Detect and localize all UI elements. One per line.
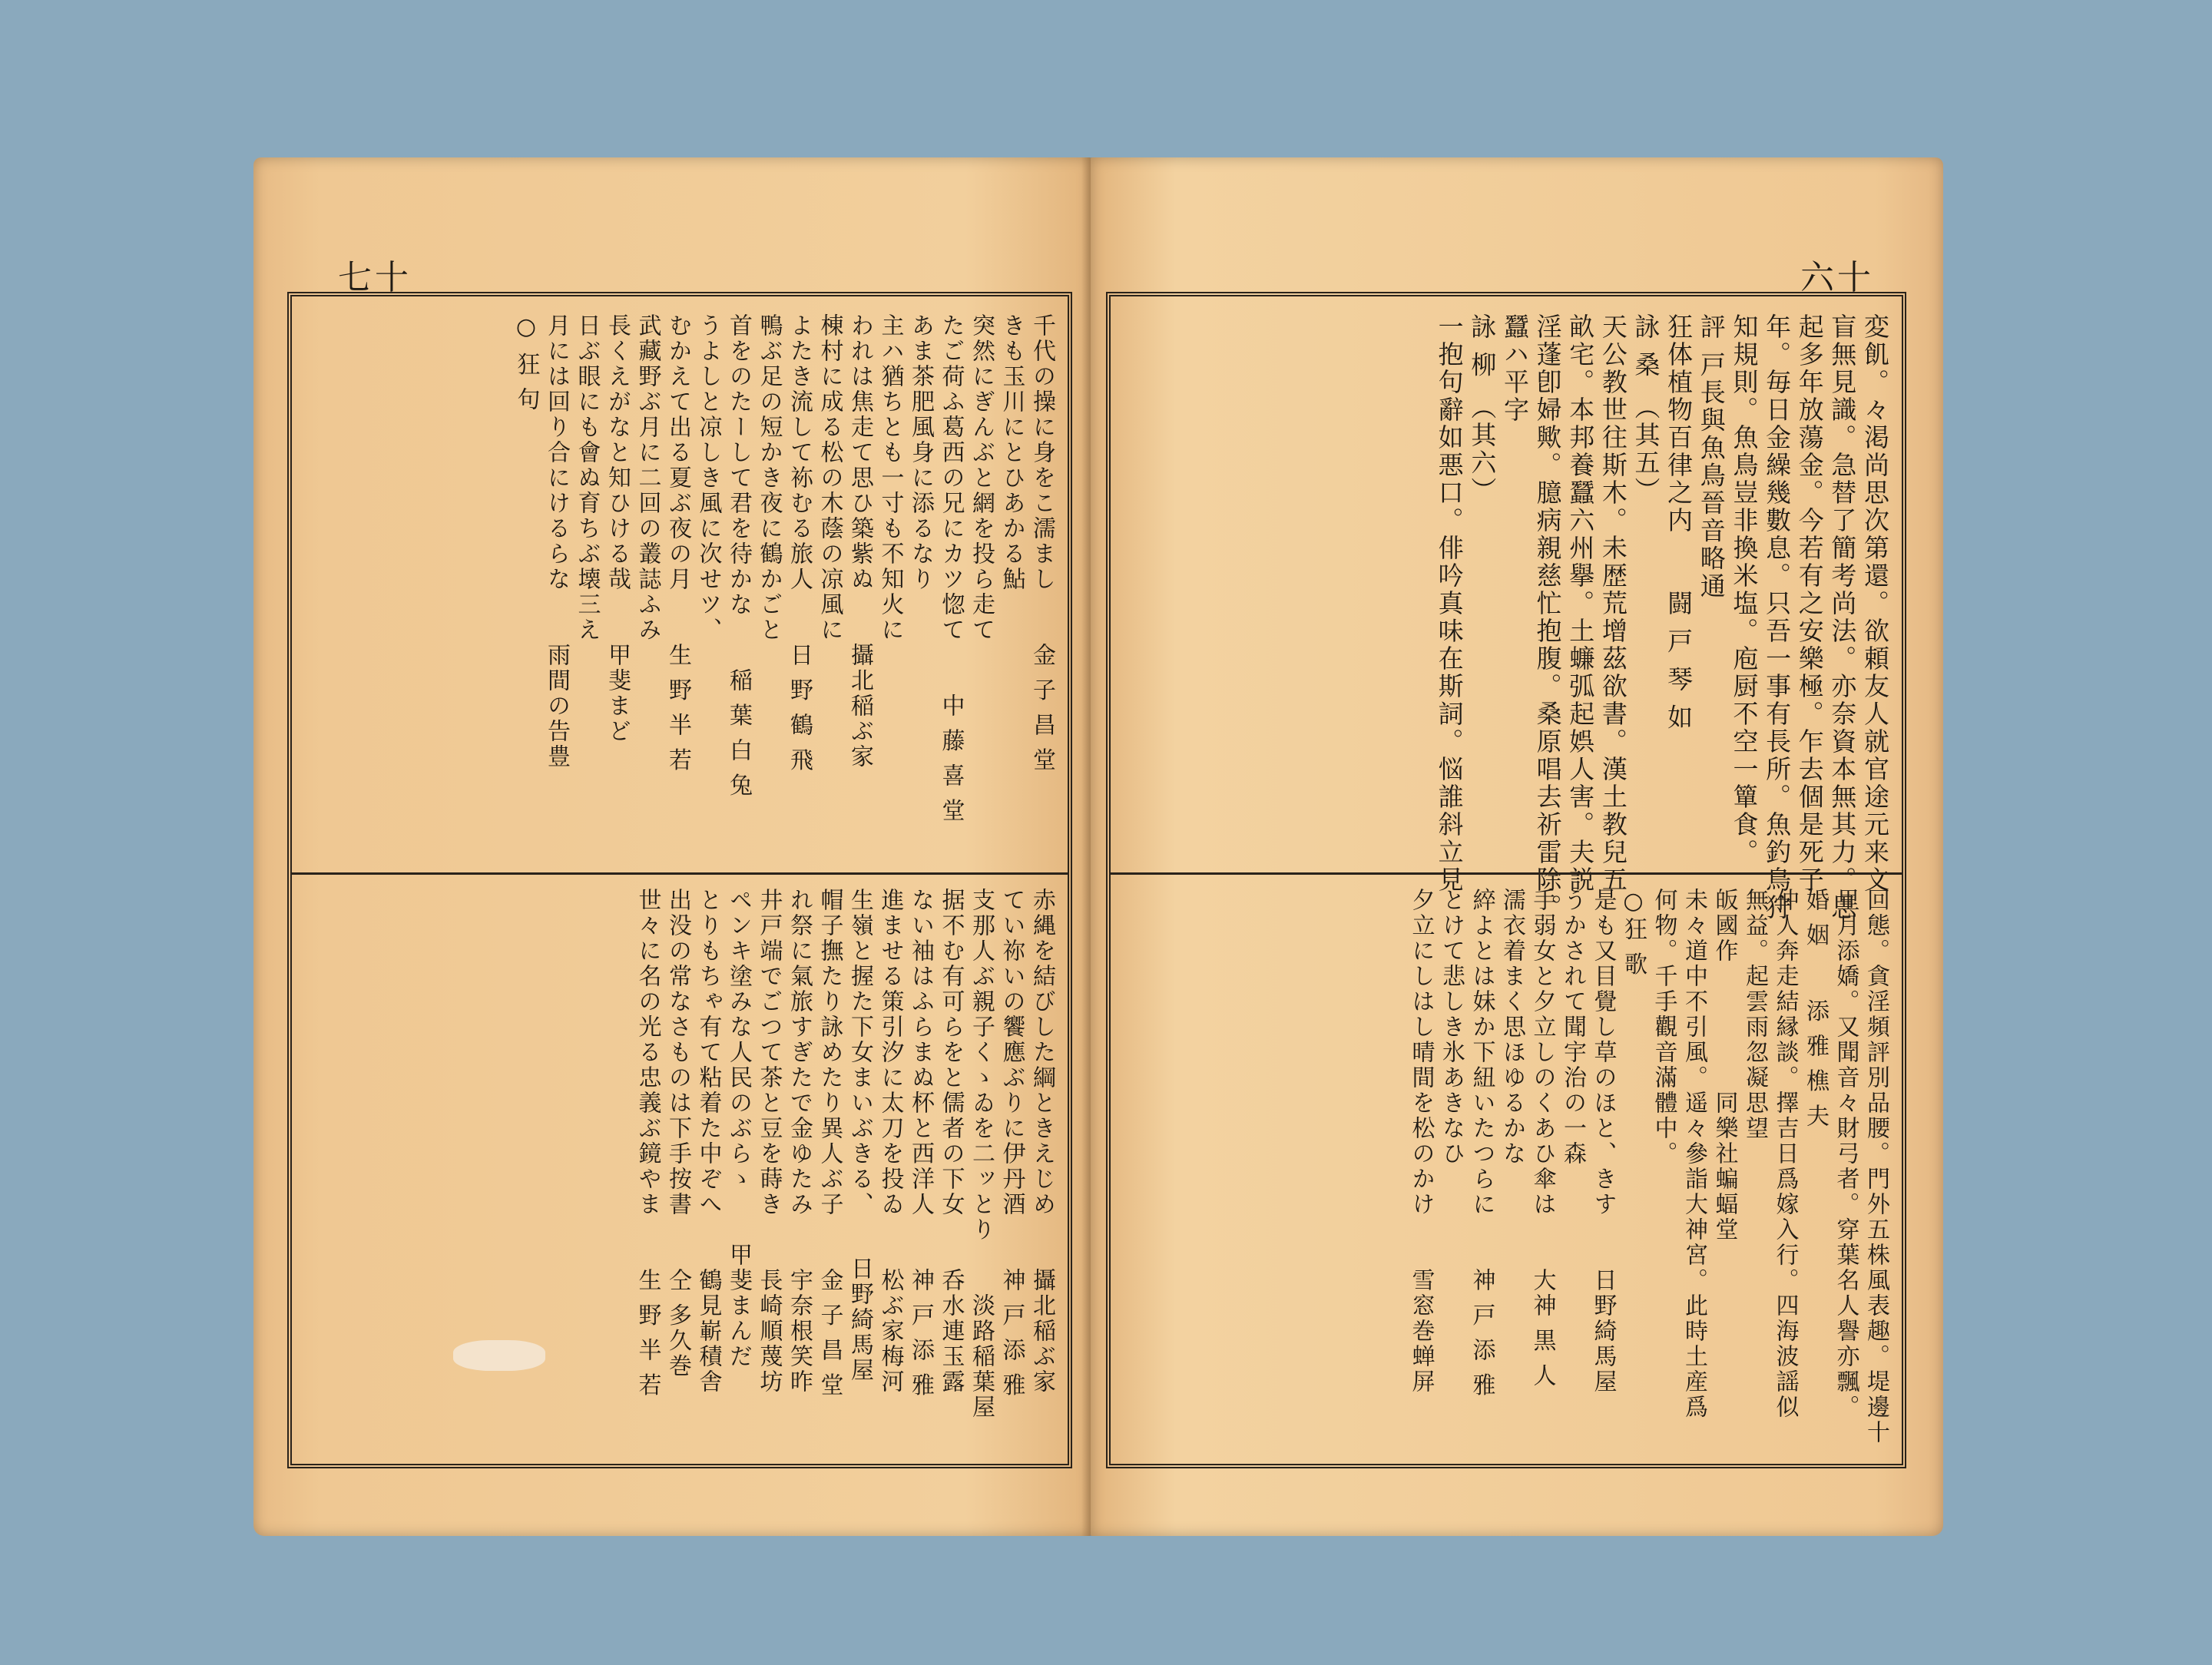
text-column: 支那人ぶ親子くゝゐを二ッとり 淡路稲葉屋 — [968, 888, 995, 1420]
left-top-section — [303, 313, 1057, 866]
text-column: 武藏野ぶ月に二回の叢誌ふみ — [634, 313, 661, 643]
left-bottom-section — [303, 888, 1057, 1456]
text-column: 仲人奔走結縁談。擇吉日爲嫁入行。四海波謡似 — [1771, 888, 1799, 1420]
text-column: 皈國作 同樂社蝙蝠堂 — [1710, 888, 1738, 1243]
left-text-frame — [287, 292, 1072, 1468]
left-page — [253, 157, 1091, 1536]
paper-damage — [453, 1340, 545, 1371]
text-column: 婚 姻 添 雅 樵 夫 — [1802, 888, 1829, 1130]
text-column: 主ハ猶ちとも一寸も不知火に — [876, 313, 904, 643]
text-column: 評 戸長與魚鳥晉音略通 — [1696, 313, 1727, 601]
text-column: われは焦走て思ひ築紫ぬ 攝北稲ぶ家 — [846, 313, 873, 770]
text-column: ない袖はふらまぬ杯と西洋人 神 戸 添 雅 — [907, 888, 934, 1399]
text-column: 手弱女と夕立しのくあひ傘は 大神 黒 人 — [1528, 888, 1556, 1389]
text-column: 年。毎日金繰幾數息。只吾一事有長所。魚釣鳥狩 — [1762, 313, 1793, 922]
text-column: とりもちゃ有て粘着た中ぞへ 鶴見嶄積舎 — [694, 888, 722, 1395]
right-bottom-section — [1121, 888, 1891, 1456]
text-column: ○ 狂 句 — [512, 313, 540, 413]
right-text-frame — [1106, 292, 1906, 1468]
text-column: たご荷ふ葛西の兄にカツ惚て 中 藤 喜 堂 — [937, 313, 965, 824]
text-column: 首をのたーして君を待かな 稲 葉 白 兔 — [725, 313, 752, 799]
text-column: 夕立にしはし晴間を松のかけ 雪窓巻蝉屏 — [1407, 888, 1435, 1395]
text-column: 出没の常なさものは下手按書 仝 多久巻 — [664, 888, 691, 1379]
text-column: 世々に名の光る忠義ぶ鏡やま 生 野 半 若 — [634, 888, 661, 1399]
text-column: 狂体植物百律之内 闘 戸 琴 如 — [1664, 313, 1694, 732]
text-column: よたき流して袮むる旅人 日 野 鶴 飛 — [786, 313, 813, 773]
text-column: 鴨ぶ足の短かき夜に鶴かごと — [755, 313, 783, 643]
text-column: うかされて聞宇治の一森 — [1559, 888, 1586, 1167]
text-column: 知規則。魚鳥豈非換米塩。庖厨不空一簞食。 — [1729, 313, 1760, 866]
text-column: 一抱句辭如悪口。俳吟真味在斯詞。悩誰斜立見 — [1434, 313, 1465, 894]
text-column: 畝宅。本邦養蠶六州擧。土蠊弧起娯人害。夫説 — [1565, 313, 1596, 894]
text-column: むかえて出る夏ぶ夜の月 生 野 半 若 — [664, 313, 691, 773]
text-column: 井戸端でごつて茶と豆を蒔き 長崎順蔑坊 — [755, 888, 783, 1395]
text-column: れ祭に氣旅すぎたで金ゆたみ 宇奈根笑昨 — [786, 888, 813, 1395]
right-page-number: 六十 — [1800, 258, 1874, 297]
right-top-section — [1121, 313, 1891, 922]
text-column: 綷よとは妹か下紐いたつらに 神 戸 添 雅 — [1468, 888, 1495, 1399]
text-column: 淫蓬卽婦歟。臆病親慈忙抱腹。桑原唱去祈雷除。 — [1532, 313, 1563, 922]
text-column: 未々道中不引風。遥々參詣大神宮。此時土産爲 — [1681, 888, 1707, 1420]
text-column: 生嶺と握た下女まいぶきる、 日野綺馬屋 — [846, 888, 873, 1383]
left-page-number: 七十 — [338, 258, 412, 297]
text-column: 回態。貪淫頻評別品腰。門外五株風表趣。堤邊十 — [1863, 888, 1889, 1445]
text-column: とけて悲しき氷あきなひ — [1438, 888, 1465, 1167]
text-column: 無益。起雲雨忽凝思望 — [1741, 888, 1768, 1141]
text-column: 進ませる策引汐に太刀を投ゐ 松ぶ家梅河 — [876, 888, 904, 1395]
text-column: 詠 柳 （其六） — [1467, 313, 1498, 505]
text-column: 赤縄を結びした綱ときえじめ 攝北稲ぶ家 — [1028, 888, 1055, 1395]
right-section-divider — [1111, 872, 1902, 875]
text-column: 是も又目覺し草のほと、きす 日野綺馬屋 — [1589, 888, 1617, 1395]
text-column: 天公教世往斯木。未歴荒增茲欲書。漢土教兒五 — [1598, 313, 1628, 894]
text-column: 変飢。々渇尚思次第還。欲頼友人就官途元来文 — [1860, 313, 1890, 894]
text-column: 据不む有可らをと儒者の下女 呑水連玉露 — [937, 888, 965, 1395]
text-column: あま茶肥風身に添るなり — [907, 313, 934, 592]
text-column: 棟村に成る松の木蔭の凉風に — [816, 313, 843, 643]
text-column: 盲無見識。急替了簡考尚法。亦奈資本無其力。思 — [1827, 313, 1858, 922]
text-column: 蠶ハ平字 — [1499, 313, 1530, 424]
text-column: 月には回り合にけるらな 雨間の告豊 — [543, 313, 570, 770]
text-column: 起多年放蕩金。今若有之安樂極。乍去個是死子 — [1794, 313, 1825, 894]
left-section-divider — [292, 872, 1068, 875]
text-column: てい祢いの饗應ぶりに伊丹酒 神 戸 添 雅 — [998, 888, 1025, 1399]
right-page — [1091, 157, 1943, 1536]
text-column: 突然にぎんぶと網を投ら走て — [968, 313, 995, 643]
text-column: 濡衣着まく思ほゆるかな — [1498, 888, 1525, 1167]
open-book — [253, 157, 1943, 1536]
text-column: 長くえがなと知ひける哉 甲斐まど — [604, 313, 631, 744]
text-column: 里月添嬌。又聞音々財弓者。穿葉名人譽亦飄。 — [1832, 888, 1859, 1420]
text-column: きも玉川にとひあかる鮎 — [998, 313, 1025, 592]
text-column: 千代の操に身をこ濡まし 金 子 昌 堂 — [1028, 313, 1055, 773]
text-column: 詠 桑 （其五） — [1631, 313, 1661, 505]
text-column: ○狂 歌 — [1620, 888, 1647, 978]
text-column: ペンキ塗みな人民のぶらゝ 甲斐まんだ — [725, 888, 752, 1369]
text-column: 帽子撫たり詠めたり異人ぶ子 金 子 昌 堂 — [816, 888, 843, 1399]
text-column: 何物。千手觀音滿體中。 — [1650, 888, 1677, 1167]
text-column: 日ぶ眼にも會ぬ育ちぶ壊三え — [573, 313, 601, 643]
text-column: うよしと凉しき風に次せツ、 — [694, 313, 722, 643]
